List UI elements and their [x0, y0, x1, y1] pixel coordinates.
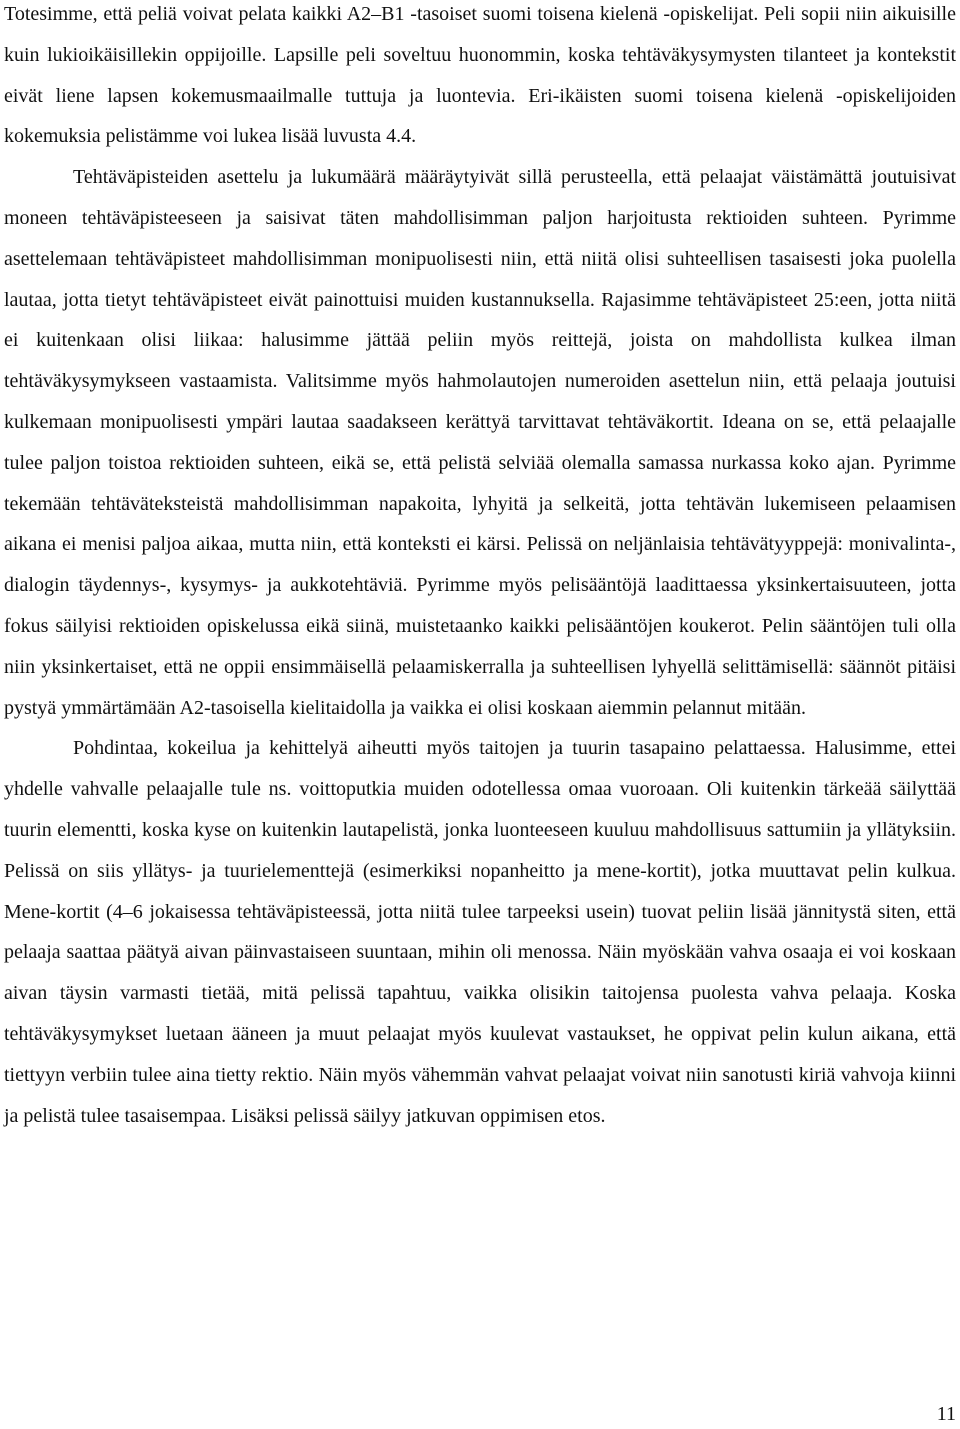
paragraph-2: Tehtäväpisteiden asettelu ja lukumäärä määräytyivät sillä perusteella, että pelaajat väistämättä joutuisivat moneen tehtäväpisteeseen ja saisivat täten mahdollisimman paljon harjoitusta rektioiden suhteen. Pyrimme asettelemaan tehtäväpisteet mahdollisimman monipuolisesti niin, että niitä olisi suhteellisen tasaisesti joka puolella lautaa, jotta tietyt tehtäväpisteet eivät painottuisi muiden kustannuksella. Rajasimme tehtäväpisteet 25:een, jotta niitä ei kuitenkaan olisi liikaa: halusimme jättää peliin myös reittejä, joista on mahdollista kulkea ilman tehtäväkysymykseen vastaamista. Valitsimme myös hahmolautojen numeroiden asettelun niin, että pelaaja joutuisi kulkemaan monipuolisesti ympäri lautaa saadakseen kerättyä tarvittavat tehtäväkortit. Ideana on se, että pelaajalle tulee paljon toistoa rektioiden suhteen, eikä se, että pelistä selviää olemalla samassa nurkassa koko ajan. Pyrimme tekemään tehtäväteksteistä mahdollisimman napakoita, lyhyitä ja selkeitä, jotta tehtävän lukemiseen pelaamisen aikana ei menisi paljoa aikaa, mutta niin, että konteksti ei kärsi. Pelissä on neljänlaisia tehtävätyyppejä: monivalinta-, dialogin täydennys-, kysymys- ja aukkotehtäviä. Pyrimme myös pelisääntöjä laadittaessa yksinkertaisuuteen, jotta fokus säilyisi rektioiden opiskelussa eikä siinä, muistetaanko kaikki pelisääntöjen koukerot. Pelin sääntöjen tuli olla niin yksinkertaiset, että ne oppii ensimmäisellä pelaamiskerralla ja suhteellisen lyhyellä selittämisellä: säännöt pitäisi pystyä ymmärtämään A2-tasoisella kielitaidolla ja vaikka ei olisi koskaan aiemmin pelannut mitään.: [4, 166, 956, 719]
body-text: [4, 0, 956, 1136]
paragraph-3: Pohdintaa, kokeilua ja kehittelyä aiheutti myös taitojen ja tuurin tasapaino pelattaessa. Halusimme, ettei yhdelle vahvalle pelaajalle tule ns. voittoputkia muiden odotellessa omaa vuoroaan. Oli kuitenkin tärkeää säilyttää tuurin elementti, koska kyse on kuitenkin lautapelistä, jonka luonteeseen kuuluu mahdollisuus sattumiin ja yllätyksiin. Pelissä on siis yllätys- ja tuurielementtejä (esimerkiksi nopanheitto ja mene-kortit), jotka muuttavat pelin kulkua. Mene-kortit (4–6 jokaisessa tehtäväpisteessä, jotta niitä tulee tarpeeksi usein) tuovat peliin lisää jännitystä siten, että pelaaja saattaa päätyä aivan päinvastaiseen suuntaan, mihin oli menossa. Näin myöskään vahva osaaja ei voi koskaan aivan täysin varmasti tietää, mitä pelissä tapahtuu, vaikka olisikin taitojensa puolesta vahva pelaaja. Koska tehtäväkysymykset luetaan ääneen ja muut pelaajat myös kuulevat vastaukset, he oppivat pelin kulun aikana, että tiettyyn verbiin tulee aina tietty rektio. Näin myös vähemmän vahvat pelaajat voivat niin sanotusti kiriä vahvoja kiinni ja pelistä tulee tasaisempaa. Lisäksi pelissä säilyy jatkuvan oppimisen etos.: [4, 737, 956, 1127]
page-number: 11: [936, 1403, 956, 1425]
paragraph-1: Totesimme, että peliä voivat pelata kaikki A2–B1 -tasoiset suomi toisena kielenä -opiskelijat. Peli sopii niin aikuisille kuin lukioikäisillekin oppijoille. Lapsille peli soveltuu huonommin, koska tehtäväkysymysten tilanteet ja kontekstit eivät liene lapsen kokemusmaailmalle tuttuja ja luontevia. Eri-ikäisten suomi toisena kielenä -opiskelijoiden kokemuksia pelistämme voi lukea lisää luvusta 4.4.: [4, 3, 956, 148]
